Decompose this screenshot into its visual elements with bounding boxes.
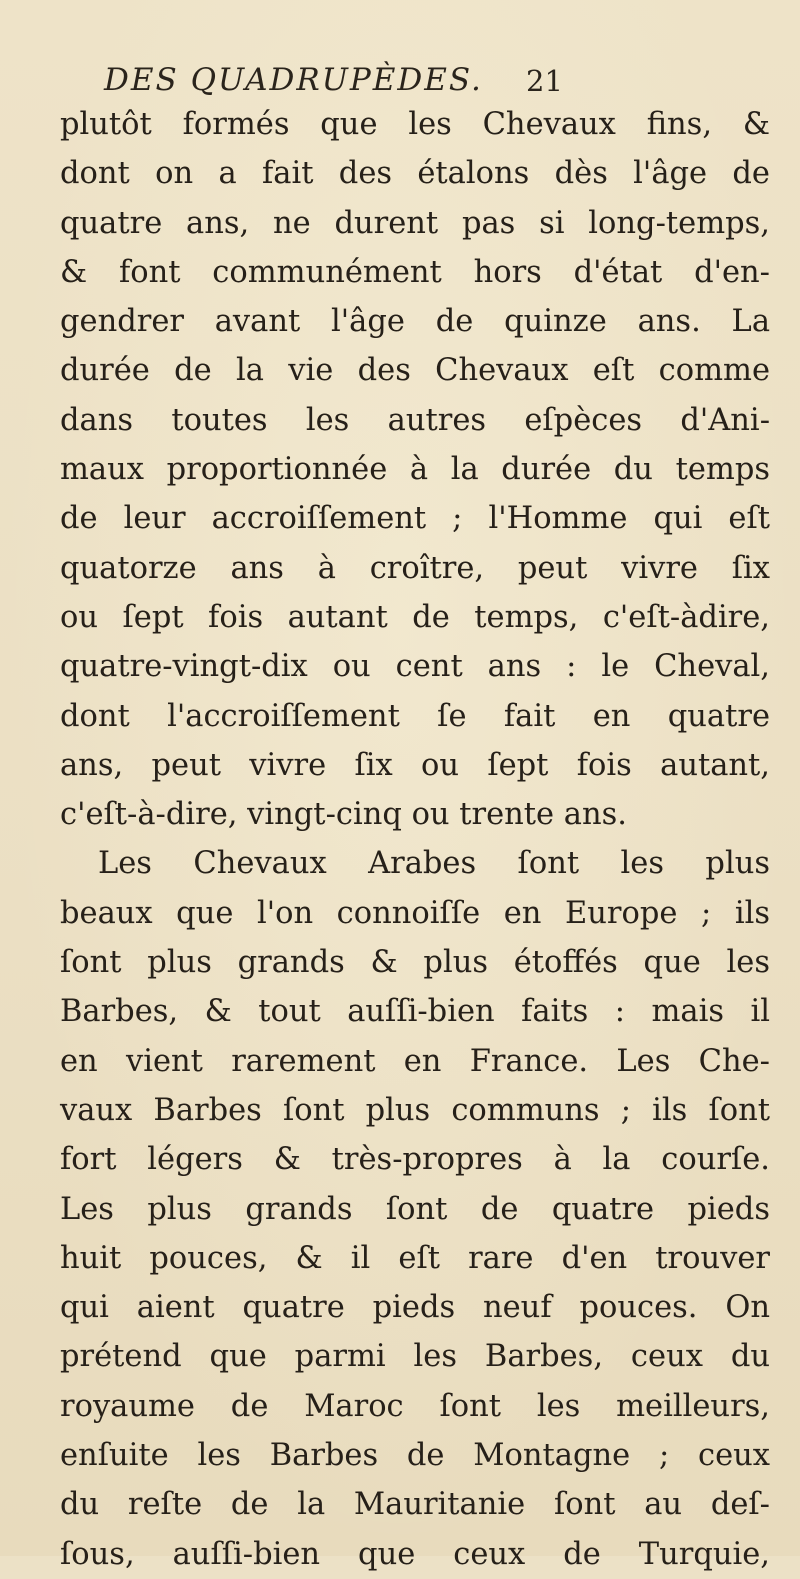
text-line: huit pouces, & il eſt rare d'en trouver: [60, 1240, 770, 1276]
text-line: vaux Barbes ſont plus communs ; ils ſont: [60, 1092, 770, 1128]
text-line: prétend que parmi les Barbes, ceux du: [60, 1339, 770, 1375]
body-text: [60, 100, 770, 1579]
text-line: quatre ans, ne durent pas si long-temps,: [60, 205, 770, 241]
text-line: durée de la vie des Chevaux eſt comme: [60, 353, 770, 389]
page-number: 21: [526, 64, 563, 98]
page-header: [104, 62, 624, 102]
text-line: gendrer avant l'âge de quinze ans. La: [60, 304, 770, 340]
text-line: maux proportionnée à la durée du temps: [60, 452, 770, 488]
text-line: royaume de Maroc ſont les meilleurs,: [60, 1388, 770, 1424]
paragraph-start-line: Les Chevaux Arabes ſont les plus: [98, 846, 770, 882]
text-line: beaux que l'on connoiſſe en Europe ; ils: [60, 895, 770, 931]
text-line: de leur accroiſſement ; l'Homme qui eſt: [60, 501, 770, 537]
text-line: ou ſept fois autant de temps, c'eſt-àdire,: [60, 599, 770, 635]
text-line: du reſte de la Mauritanie ſont au deſ-: [60, 1487, 770, 1523]
text-line: quatorze ans à croître, peut vivre ſix: [60, 550, 770, 586]
text-line: dans toutes les autres eſpèces d'Ani-: [60, 402, 770, 438]
text-line: plutôt formés que les Chevaux fins, &: [60, 107, 770, 142]
running-title: DES QUADRUPÈDES.: [104, 62, 483, 98]
text-line: c'eſt-à-dire, vingt-cinq ou trente ans.: [60, 797, 627, 833]
text-line: dont on a fait des étalons dès l'âge de: [60, 156, 770, 192]
text-line: qui aient quatre pieds neuf pouces. On: [60, 1290, 770, 1326]
text-line: enſuite les Barbes de Montagne ; ceux: [60, 1438, 770, 1474]
text-line: en vient rarement en France. Les Che-: [60, 1043, 770, 1079]
text-line: & font communément hors d'état d'en-: [60, 254, 770, 290]
text-line: ſous, auſſi-bien que ceux de Turquie,: [60, 1536, 770, 1572]
text-line: Barbes, & tout auſſi-bien faits : mais il: [60, 994, 770, 1030]
text-line: dont l'accroiſſement ſe fait en quatre: [60, 698, 770, 734]
text-line: ſont plus grands & plus étoffés que les: [60, 945, 770, 981]
text-line: ans, peut vivre ſix ou ſept fois autant,: [60, 747, 770, 783]
text-line: Les plus grands ſont de quatre pieds: [60, 1191, 770, 1227]
text-line: quatre-vingt-dix ou cent ans : le Cheval,: [60, 649, 770, 685]
text-line: fort légers & très-propres à la courſe.: [60, 1142, 770, 1178]
